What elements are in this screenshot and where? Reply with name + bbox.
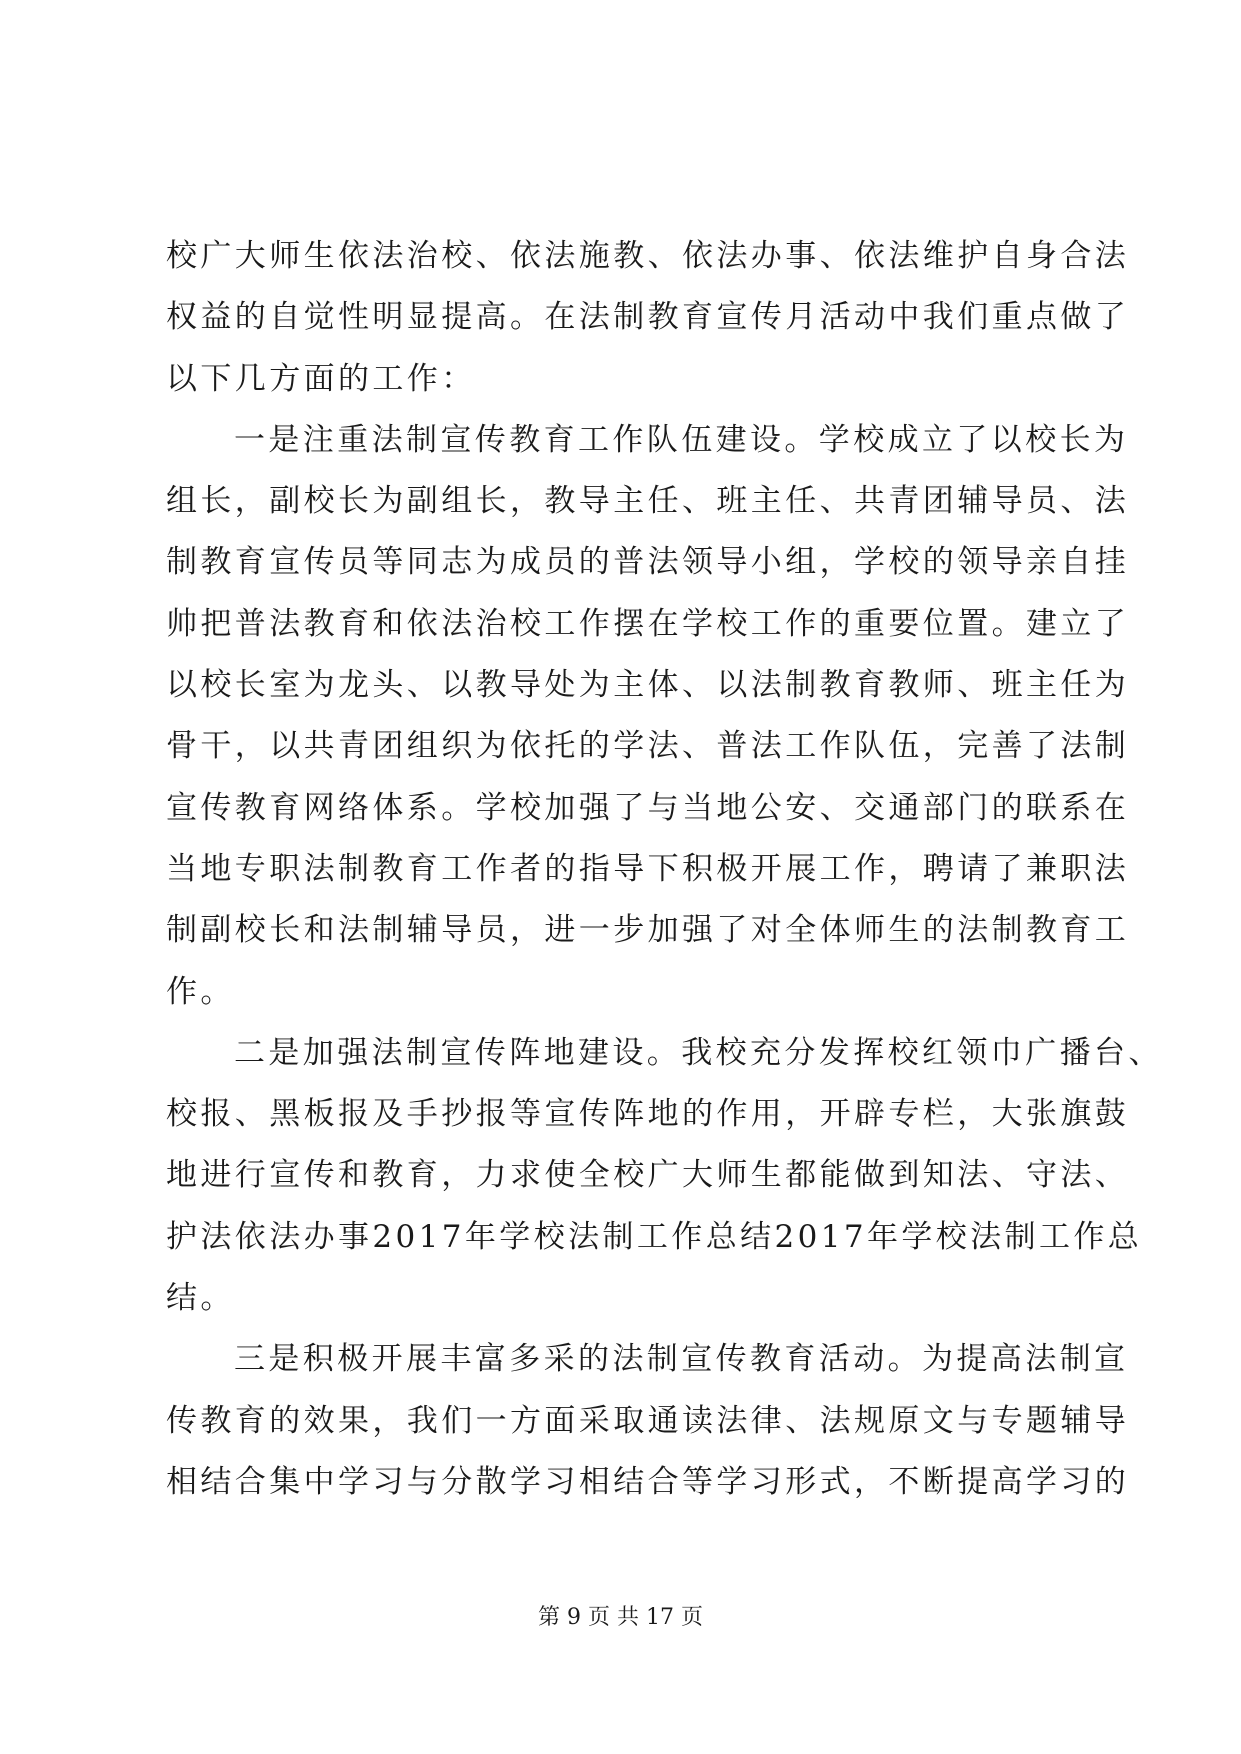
text-line: 地进行宣传和教育，力求使全校广大师生都能做到知法、守法、 [166, 1157, 1130, 1194]
text-line: 作。 [166, 973, 235, 1010]
text-line: 制副校长和法制辅导员，进一步加强了对全体师生的法制教育工 [166, 912, 1130, 949]
text-line: 权益的自觉性明显提高。在法制教育宣传月活动中我们重点做了 [166, 299, 1130, 336]
text-line: 护法依法办事2017年学校法制工作总结2017年学校法制工作总 [166, 1218, 1143, 1255]
text-line: 校广大师生依法治校、依法施教、依法办事、依法维护自身合法 [166, 238, 1130, 274]
text-line: 制教育宣传员等同志为成员的普法领导小组，学校的领导亲自挂 [166, 544, 1130, 581]
text-line: 结。 [166, 1280, 235, 1317]
paragraph-start-line: 二是加强法制宣传阵地建设。我校充分发挥校红领巾广播台、 [234, 1034, 1163, 1071]
text-line: 以校长室为龙头、以教导处为主体、以法制教育教师、班主任为 [166, 667, 1130, 704]
text-line: 校报、黑板报及手抄报等宣传阵地的作用，开辟专栏，大张旗鼓 [166, 1096, 1130, 1133]
text-line: 宣传教育网络体系。学校加强了与当地公安、交通部门的联系在 [166, 789, 1130, 826]
text-line: 帅把普法教育和依法治校工作摆在学校工作的重要位置。建立了 [166, 605, 1130, 642]
page-number-footer: 第 9 页 共 17 页 [538, 1605, 703, 1630]
text-line: 骨干，以共青团组织为依托的学法、普法工作队伍，完善了法制 [166, 728, 1130, 765]
text-line: 传教育的效果，我们一方面采取通读法律、法规原文与专题辅导 [166, 1402, 1130, 1439]
text-line: 组长，副校长为副组长，教导主任、班主任、共青团辅导员、法 [166, 483, 1130, 520]
text-line: 当地专职法制教育工作者的指导下积极开展工作，聘请了兼职法 [166, 850, 1130, 887]
paragraph-start-line: 一是注重法制宣传教育工作队伍建设。学校成立了以校长为 [234, 421, 1129, 458]
text-line: 以下几方面的工作： [166, 360, 476, 397]
paragraph-start-line: 三是积极开展丰富多采的法制宣传教育活动。为提高法制宣 [234, 1341, 1129, 1378]
document-body [166, 226, 1163, 1513]
text-line: 相结合集中学习与分散学习相结合等学习形式，不断提高学习的 [166, 1463, 1130, 1500]
